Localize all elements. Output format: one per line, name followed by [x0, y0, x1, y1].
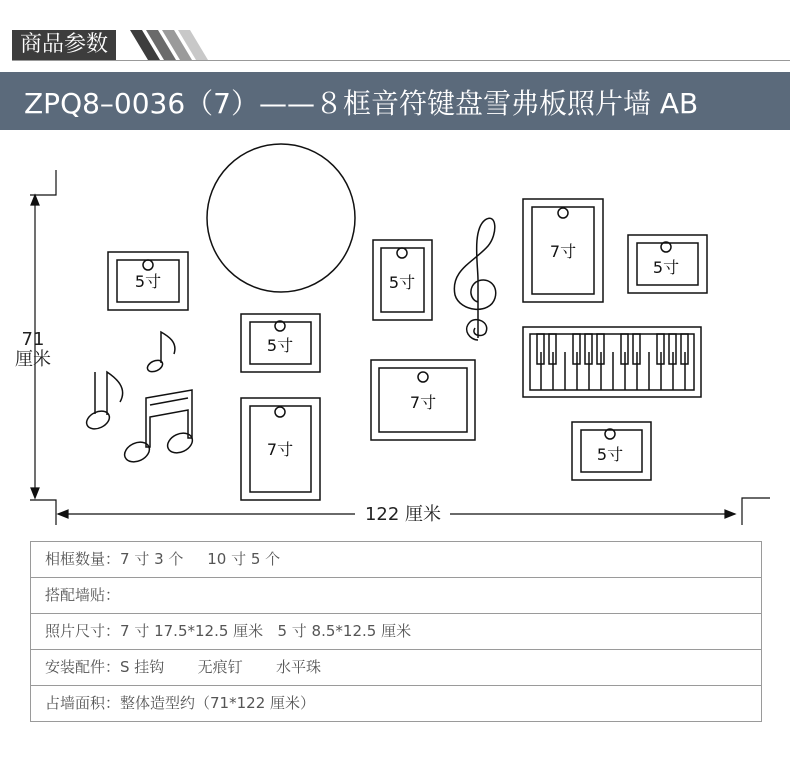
circle-mirror	[207, 144, 355, 292]
param-row-wall-sticker	[31, 578, 761, 614]
frame-label: 5寸	[596, 445, 624, 464]
tab-stripes-decoration	[130, 30, 210, 60]
parameters-table	[30, 541, 762, 722]
param-value: 7 寸 17.5*12.5 厘米 5 寸 8.5*12.5 厘米	[120, 622, 412, 640]
product-title: ZPQ8–0036（7）——８框音符键盘雪弗板照片墙 AB	[24, 87, 699, 120]
piano-keyboard-icon	[523, 327, 701, 397]
width-label: 122 厘米	[364, 504, 442, 525]
height-unit: 厘米	[15, 349, 51, 370]
param-label: 占墙面积：	[45, 694, 121, 712]
param-value: 整体造型约（71*122 厘米）	[120, 694, 316, 712]
param-value: 7 寸 3 个 10 寸 5 个	[120, 550, 281, 568]
frame-label: 7寸	[409, 393, 437, 412]
param-label: 照片尺寸：	[45, 622, 121, 640]
frame-label: 5寸	[134, 272, 162, 291]
param-label: 安装配件：	[45, 658, 121, 676]
param-label: 搭配墙贴：	[45, 586, 121, 604]
frame-label: 5寸	[266, 336, 294, 355]
height-value: 71	[21, 329, 45, 350]
param-row-photo-size	[31, 614, 761, 650]
frame-label: 7寸	[549, 242, 577, 261]
param-row-accessories	[31, 650, 761, 686]
layout-diagram	[0, 140, 790, 540]
eighth-note-icon	[146, 332, 175, 374]
section-divider	[12, 60, 790, 61]
section-tab	[12, 30, 116, 60]
frame-label: 5寸	[388, 273, 416, 292]
param-value: S 挂钩 无痕钉 水平珠	[120, 658, 322, 676]
frame-label: 7寸	[266, 440, 294, 459]
param-row-wall-area	[31, 686, 761, 721]
frame-label: 5寸	[652, 258, 680, 277]
param-row-frame-count	[31, 542, 761, 578]
eighth-note-icon	[84, 372, 123, 432]
section-label: 商品参数	[20, 32, 109, 57]
title-bar	[0, 72, 790, 130]
treble-clef-icon	[454, 218, 495, 340]
beamed-notes-icon	[121, 390, 195, 466]
param-label: 相框数量：	[45, 550, 121, 568]
